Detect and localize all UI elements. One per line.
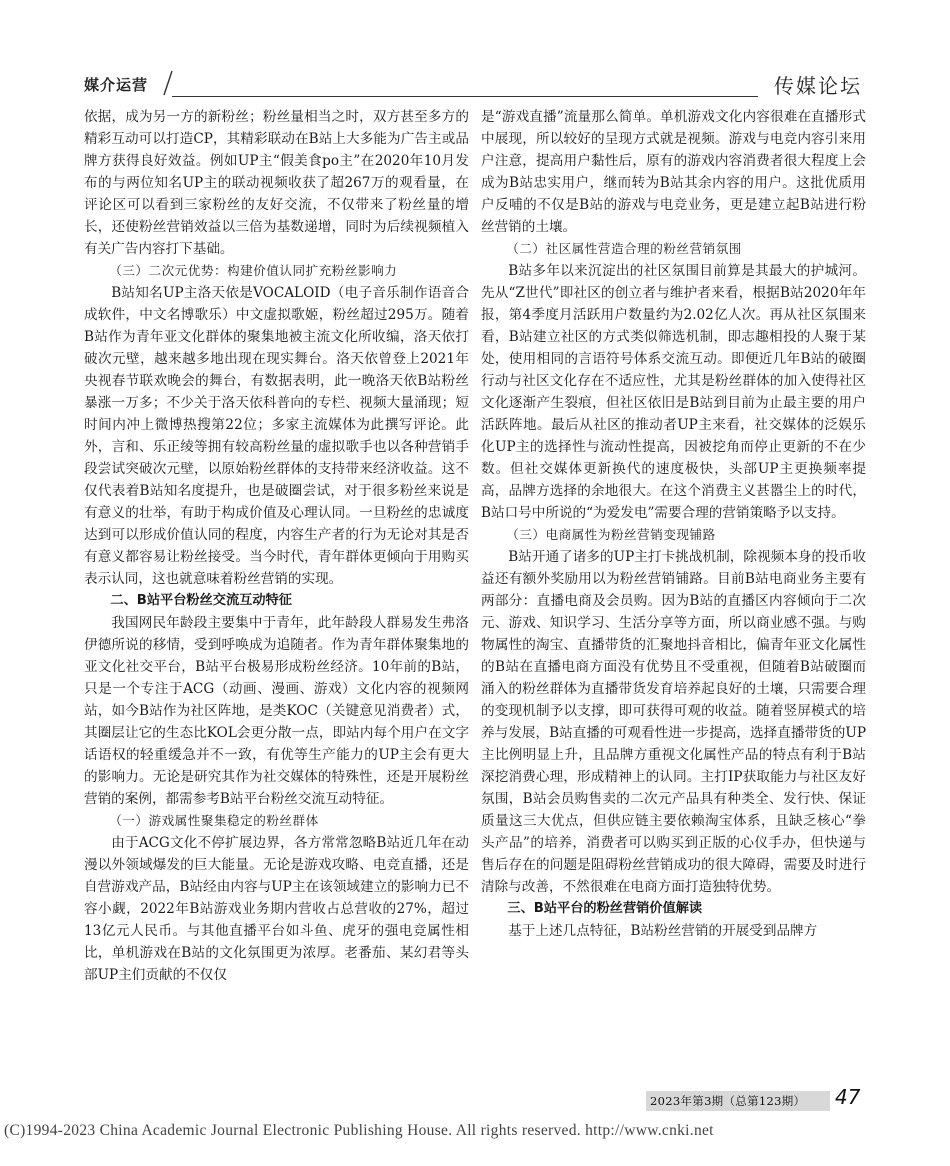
paragraph: B站知名UP主洛天依是VOCALOID（电子音乐制作语音合成软件，中文名博歌乐）中文虚拟歌姬，粉丝超过295万。随着B站作为青年亚文化群体的聚集地被主流文化所收编，洛天依打破次元壁，越来越多地出现在现实舞台。洛天依曾登上2021年央视春节联欢晚会的舞台，有数据表明，此一晚洛天依B站粉丝暴涨一万多；不少关于洛天依科普向的专栏、视频大量涌现；短时间内冲上微博热搜第22位；多家主流媒体为此撰写评论。此外，言和、乐正绫等拥有较高粉丝量的虚拟歌手也以各种营销手段尝试突破次元壁，以原始粉丝群体的支持带来经济收益。这不仅代表着B站知名度提升，也是破圈尝试，对于很多粉丝来说是有意义的壮举，有助于构成价值及心理认同。一旦粉丝的忠诚度达到可以形成价值认同的程度，内容生产者的行为无论对其是否有意义都容易让粉丝接受。当今时代，青年群体更倾向于用购买表示认同，这也就意味着粉丝营销的实现。 [84,285,469,587]
paragraph: 基于上述几点特征，B站粉丝营销的开展受到品牌方 [508,923,818,939]
section-label: 媒介运营 [84,76,149,94]
subsection-heading: （三）电商属性为粉丝营销变现铺路 [506,527,716,542]
right-column [481,106,866,942]
paragraph: B站开通了诸多的UP主打卡挑战机制，除视频本身的投币收益还有额外奖励用以为粉丝营销铺路。目前B站电商业务主要有两部分：直播电商及会员购。因为B站的直播区内容倾向于二次元、游戏、知识学习、生活分享等方面，所以商业感不强。与购物属性的淘宝、直播带货的汇聚地抖音相比，偏青年亚文化属性的B站在直播电商方面没有优势且不受重视，但随着B站破圈而涌入的粉丝群体为直播带货发育培养起良好的土壤，只需要合理的变现机制予以支撑，即可获得可观的收益。随着竖屏模式的培养与发展，B站直播的可观看性进一步提高，选择直播带货的UP主比例明显上升，且品牌方重视文化属性产品的特点有利于B站深挖消费心理，形成精神上的认同。主打IP获取能力与社区友好氛围，B站会员购售卖的二次元产品具有种类全、发行快、保证质量这三大优点，但供应链主要依赖淘宝体系，且缺乏核心“拳头产品”的培养，消费者可以购买到正版的心仪手办，但快递与售后存在的问题是阻碍粉丝营销成功的很大障碍，需要及时进行清除与改善，不然很难在电商方面打造独特优势。 [481,549,866,895]
paragraph: 是“游戏直播”流量那么简单。单机游戏文化内容很难在直播形式中展现，所以较好的呈现方式就是视频。游戏与电竞内容引来用户注意，提高用户黏性后，原有的游戏内容消费者很大程度上会成为B站忠实用户，继而转为B站其余内容的用户。这批优质用户反哺的不仅是B站的游戏与电竞业务，更是建立起B站进行粉丝营销的土壤。 [481,109,866,235]
issue-label: 2023年第3期（总第123期） [650,1094,806,1108]
subsection-heading: （一）游戏属性聚集稳定的粉丝群体 [109,813,319,828]
journal-title: 传媒论坛 [774,74,862,98]
subsection-heading: （二）社区属性营造合理的粉丝营销氛围 [506,241,742,256]
section-heading: 二、B站平台粉丝交流互动特征 [110,593,292,608]
page-number: 47 [835,1085,861,1109]
paragraph: 我国网民年龄段主要集中于青年，此年龄段人群易发生弗洛伊德所说的移情，受到呼唤成为追随者。作为青年群体聚集地的亚文化社交平台，B站平台极易形成粉丝经济。10年前的B站，只是一个专注于ACG（动画、漫画、游戏）文化内容的视频网站，如今B站作为社区阵地，是类KOC（关键意见消费者）式，其圈层让它的生态比KOL会更分散一点，即站内每个用户在文字话语权的轻重缓急并不一致，有优等生产能力的UP主会有更大的影响力。无论是研究其作为社交媒体的特殊性，还是开展粉丝营销的案例，都需参考B站平台粉丝交流互动特征。 [84,615,469,807]
paragraph: 依据，成为另一方的新粉丝；粉丝量相当之时，双方甚至多方的精彩互动可以打造CP，其精彩联动在B站上大多能为广告主或品牌方获得良好效益。例如UP主“假美食po主”在2020年10月发布的与两位知名UP主的联动视频收获了超267万的观看量，在评论区可以看到三家粉丝的友好交流，不仅带来了粉丝量的增长，还使粉丝营销效益以三倍为基数递增，同时为后续视频植入有关广告内容打下基础。 [84,109,469,257]
left-column [84,106,469,986]
paragraph: 由于ACG文化不停扩展边界，各方常常忽略B站近几年在动漫以外领域爆发的巨大能量。无论是游戏攻略、电竞直播，还是自营游戏产品，B站经由内容与UP主在该领域建立的影响力已不容小觑，2022年B站游戏业务期内营收占总营收的27%，超过13亿元人民币。与其他直播平台如斗鱼、虎牙的强电竞属性相比，单机游戏在B站的文化氛围更为浓厚。老番茄、某幻君等头部UP主们贡献的不仅仅 [84,835,469,983]
subsection-heading: （三）二次元优势：构建价值认同扩充粉丝影响力 [109,263,398,278]
copyright-notice: (C)1994-2023 China Academic Journal Electronic Publishing House. All rights reserved. http://www.cnki.net [4,1122,714,1139]
section-heading: 三、B站平台的粉丝营销价值解读 [507,901,703,916]
paragraph: B站多年以来沉淀出的社区氛围目前算是其最大的护城河。先从“Z世代”即社区的创立者与维护者来看，根据B站2020年年报，第4季度月活跃用户数量约为2.02亿人次。再从社区氛围来看，B站建立社区的方式类似筛选机制，即志趣相投的人聚于某处，使用相同的言语符号体系交流互动。即便近几年B站的破圈行动与社区文化存在不适应性，尤其是粉丝群体的加入使得社区文化逐渐产生裂痕，但社区依旧是B站到目前为止最主要的用户活跃阵地。最后从社区的推动者UP主来看，社交媒体的泛娱乐化UP主的选择性与流动性提高，因被挖角而停止更新的不在少数。但社交媒体更新换代的速度极快，头部UP主更换频率提高，品牌方选择的余地很大。在这个消费主义甚嚣尘上的时代，B站口号中所说的“为爱发电”需要合理的营销策略予以支持。 [481,263,866,521]
header-rule [172,96,758,97]
header-slash-decoration [162,70,174,96]
